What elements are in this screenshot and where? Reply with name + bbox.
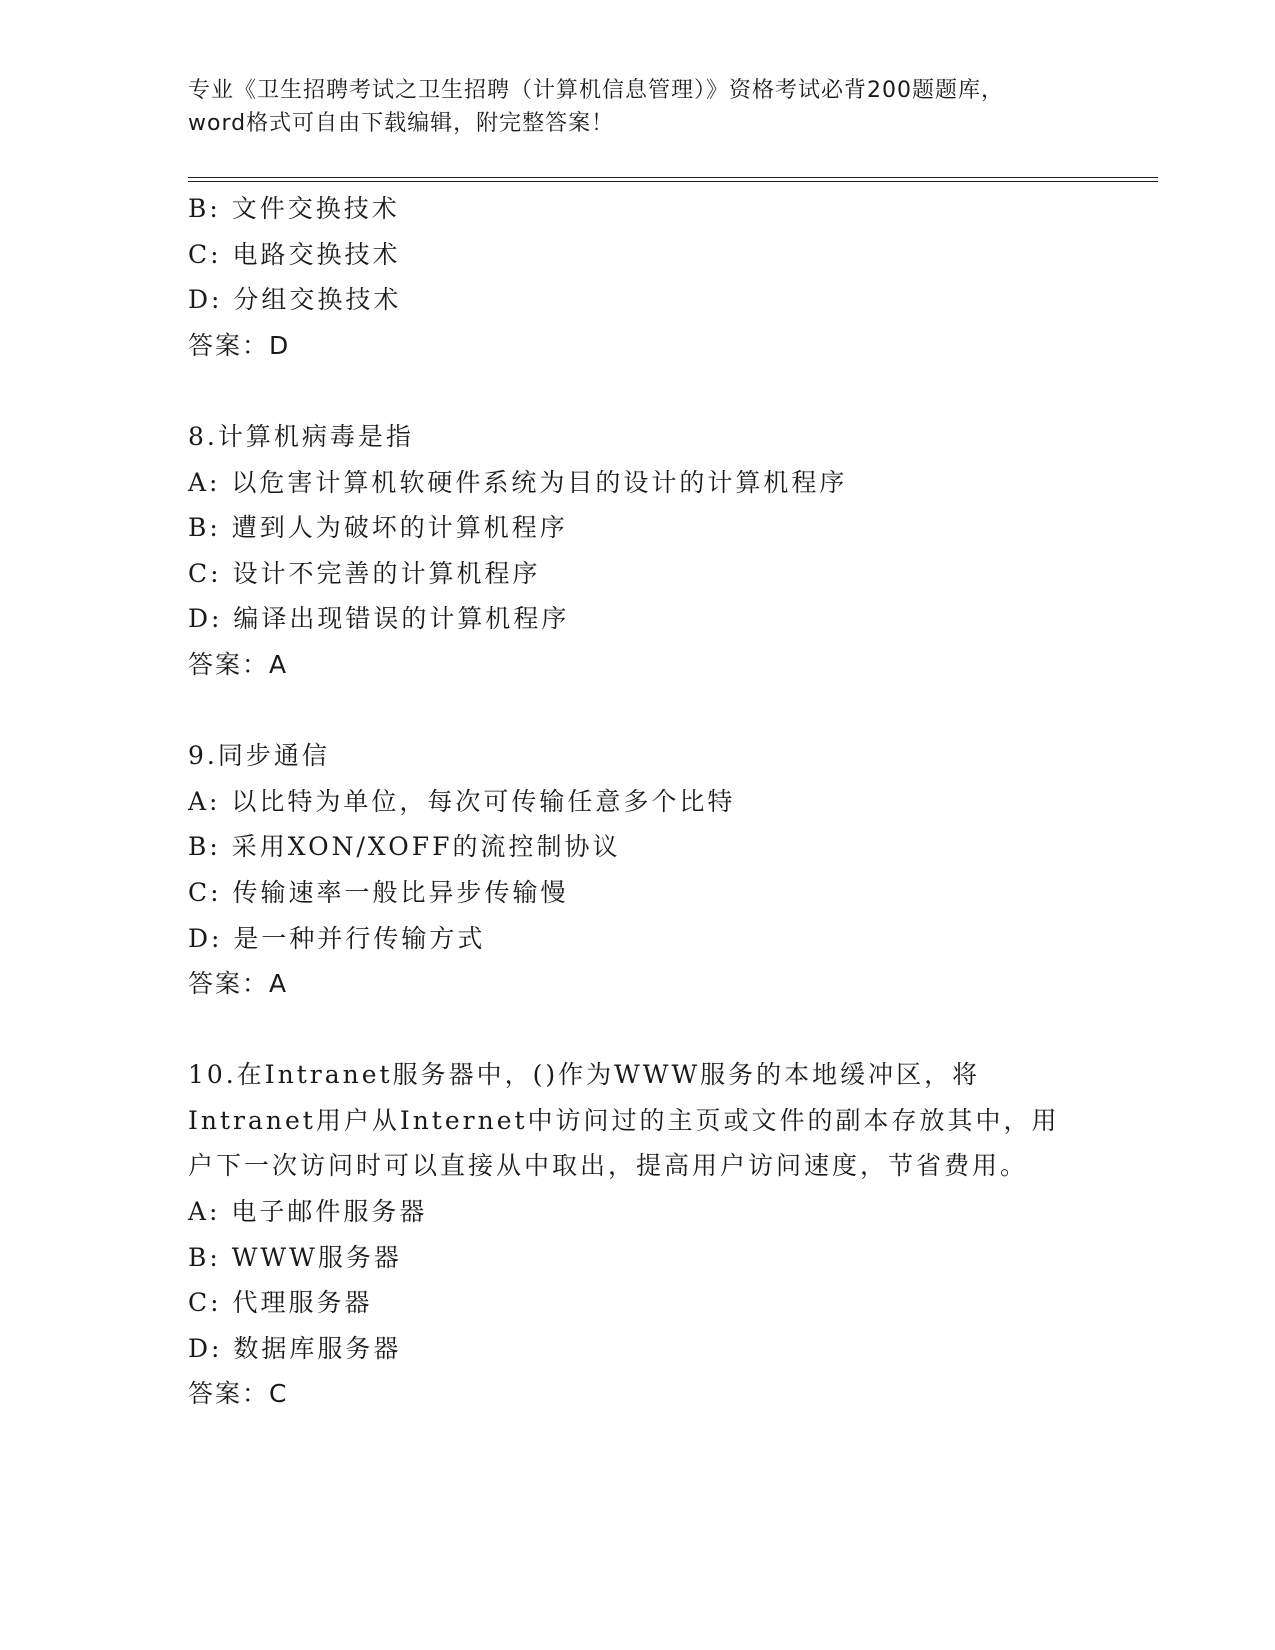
header-line-2: word格式可自由下载编辑，附完整答案！ bbox=[188, 111, 615, 136]
option-a: A: 电子邮件服务器 bbox=[188, 1197, 428, 1227]
header-rule-bottom bbox=[188, 181, 1158, 182]
option-c: C: 设计不完善的计算机程序 bbox=[188, 558, 541, 588]
question-8 bbox=[188, 414, 1088, 688]
option-d: D: 分组交换技术 bbox=[188, 285, 402, 315]
answer: 答案：D bbox=[188, 330, 291, 360]
option-b: B: WWW服务器 bbox=[188, 1242, 402, 1272]
option-b: B: 遭到人为破坏的计算机程序 bbox=[188, 513, 568, 543]
answer: 答案：C bbox=[188, 1379, 289, 1409]
option-c: C: 代理服务器 bbox=[188, 1288, 373, 1318]
document-header bbox=[188, 74, 1088, 140]
question-stem: 8.计算机病毒是指 bbox=[188, 421, 414, 451]
option-c: C: 电路交换技术 bbox=[188, 239, 401, 269]
header-rule-top bbox=[188, 177, 1158, 178]
question-stem-line-1: 10.在Intranet服务器中，()作为WWW服务的本地缓冲区，将 bbox=[188, 1060, 981, 1090]
question-9 bbox=[188, 733, 1088, 1007]
question-7-tail bbox=[188, 186, 1088, 368]
option-c: C: 传输速率一般比异步传输慢 bbox=[188, 877, 569, 907]
option-b: B: 文件交换技术 bbox=[188, 194, 400, 223]
question-10 bbox=[188, 1052, 1088, 1417]
question-stem: 9.同步通信 bbox=[188, 741, 330, 771]
option-b: B: 采用XON/XOFF的流控制协议 bbox=[188, 832, 621, 862]
option-a: A: 以危害计算机软硬件系统为目的设计的计算机程序 bbox=[188, 467, 848, 497]
question-stem-line-2: Intranet用户从Internet中访问过的主页或文件的副本存放其中，用 bbox=[188, 1105, 1060, 1135]
option-a: A: 以比特为单位，每次可传输任意多个比特 bbox=[188, 786, 736, 816]
question-list bbox=[188, 186, 1088, 1417]
answer: 答案：A bbox=[188, 649, 289, 679]
header-line-1: 专业《卫生招聘考试之卫生招聘（计算机信息管理）》资格考试必背200题题库， bbox=[188, 78, 1004, 103]
question-stem-line-3: 户下一次访问时可以直接从中取出，提高用户访问速度，节省费用。 bbox=[188, 1151, 1029, 1181]
option-d: D: 编译出现错误的计算机程序 bbox=[188, 604, 570, 634]
option-d: D: 数据库服务器 bbox=[188, 1333, 402, 1363]
answer: 答案：A bbox=[188, 969, 289, 999]
option-d: D: 是一种并行传输方式 bbox=[188, 923, 486, 953]
